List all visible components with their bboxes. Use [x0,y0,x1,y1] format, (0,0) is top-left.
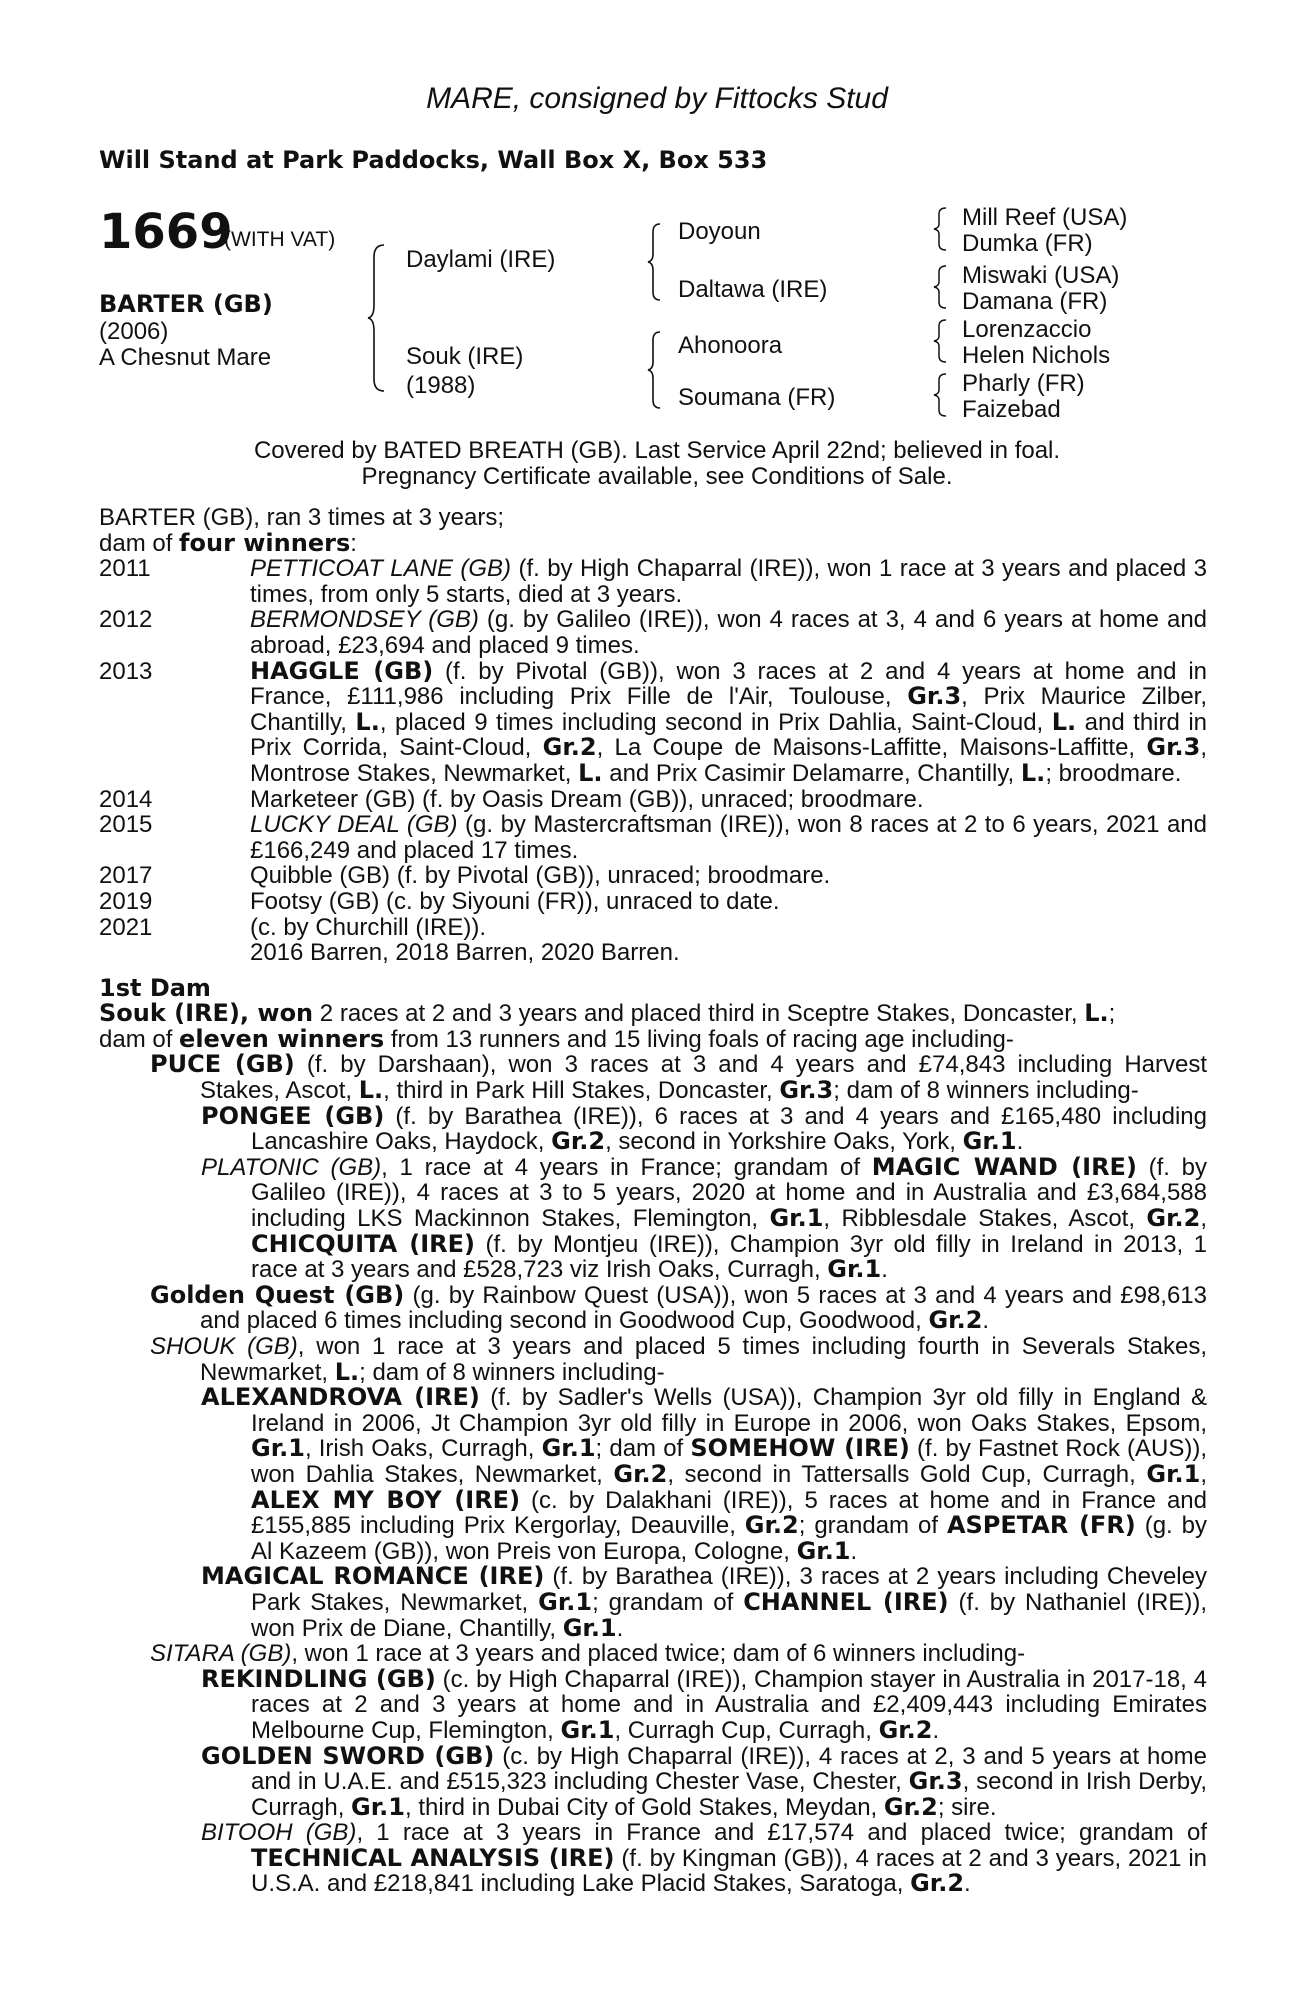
pedigree-brace-5 [932,264,948,310]
progeny-entry: BITOOH (GB), 1 race at 3 years in France and £17,574 and placed twice; grandam of TECHNICAL ANALYSIS (IRE) (f. by Kingman (GB)), 4 races at 2 and 3 years, 2021 in U.S.A. and £218,841 including Lake Placid Stakes, Saratoga, Gr.2. [201,1819,1207,1898]
produce-item: 2014 Marketeer (GB) (f. by Oasis Dream (GB)), unraced; broodmare. [99,785,924,813]
horse-description: A Chesnut Mare [99,344,272,371]
dam-foaling-year: (1988) [406,372,476,399]
pedigree-brace-3 [646,330,662,410]
progeny-entry: PONGEE (GB) (f. by Barathea (IRE)), 6 races at 3 and 4 years and £165,480 including Lancashire Oaks, Haydock, Gr.2, second in Yorkshire Oaks, York, Gr.1. [201,1101,1207,1156]
progeny-entry: SITARA (GB), won 1 race at 3 years and placed twice; dam of 6 winners including- [150,1640,1026,1668]
grandsire-3: Lorenzaccio [962,316,1092,343]
produce-item: 2017 Quibble (GB) (f. by Pivotal (GB)), unraced; broodmare. [99,862,831,890]
grandsire-2: Miswaki (USA) [962,262,1120,289]
barren-years: 2016 Barren, 2018 Barren, 2020 Barren. [250,939,680,967]
produce-record: BARTER (GB), ran 3 times at 3 years; dam of four winners: 2011 PETTICOAT LANE (GB) (f. by High Chaparral (IRE)), won 1 race at 3 years and placed 3 times, from only 5 starts, died at 3 years. 2012 BERMONDSEY (GB) (g. by Galileo (IRE)), won 4 races at 3, 4 and 6 years at home and abroad, £23,694 and placed 9 times. 2013 HAGGLE (GB) (f. by Pivotal (GB)), won 3 races at 2 and 4 years at home and in France, £111,986 including Prix Fille de l'Air, Toulouse, Gr.3, Prix Maurice Zilber, Chantilly, L., placed 9 times including second in Prix Dahlia, Saint-Cloud, L. and third in Prix Corrida, Saint-Cloud, Gr.2, La Coupe de Maisons-Laffitte, Maisons-Laffitte, Gr.3, Montrose Stakes, Newmarket, L. and Prix Casimir Delamarre, Chantilly, L.; broodmare. 2014 Marketeer (GB) (f. by Oasis Dream (GB)), unraced; broodmare. 2015 LUCKY DEAL (GB) (g. by Mastercraftsman (IRE)), won 8 races at 2 to 6 years, 2021 and £166,249 and placed 17 times. 2017 Quibble (GB) (f. by Pivotal (GB)), unraced; broodmare. 2019 Footsy (GB) (c. by Siyouni (FR)), unraced to date. 2021 (c. by Churchill (IRE)). 2016 Barren, 2018 Barren, 2020 Barren. 1st Dam Souk (IRE), won 2 races at 2 and 3 years and placed third in Sceptre Stakes, Doncaster, L.; dam of eleven winners from 13 runners and 15 living foals of racing age including- PUCE (GB) (f. by Darshaan), won 3 races at 3 and 4 years and £74,843 including Harvest Stakes, Ascot, L., third in Park Hill Stakes, Doncaster, Gr.3; dam of 8 winners including- PONGEE (GB) (f. by Barathea (IRE)), 6 races at 3 and 4 years and £165,480 including Lancashire Oaks, Haydock, Gr.2, second in Yorkshire Oaks, York, Gr.1. PLATONIC (GB), 1 race at 4 years in France; grandam of MAGIC WAND (IRE) (f. by Galileo (IRE)), 4 races at 3 to 5 years, 2020 at home and in Australia and £3,684,588 including LKS Mackinnon Stakes, Flemington, Gr.1, Ribblesdale Stakes, Ascot, Gr.2, CHICQUITA (IRE) (f. by Montjeu (IRE)), Champion 3yr old filly in Ireland in 2013, 1 race at 3 years and £528,723 viz Irish Oaks, Curragh, Gr.1. Golden Quest (GB) (g. by Rainbow Quest (USA)), won 5 races at 3 and 4 years and £98,613 and placed 6 times including second in Goodwood Cup, Goodwood, Gr.2. SHOUK (GB), won 1 race at 3 years and placed 5 times including fourth in Severals Stakes, Newmarket, L.; dam of 8 winners including- ALEXANDROVA (IRE) (f. by Sadler's Wells (USA)), Champion 3yr old filly in England & Ireland in 2006, Jt Champion 3yr old filly in Europe in 2006, won Oaks Stakes, Epsom, Gr.1, Irish Oaks, Curragh, Gr.1; dam of SOMEHOW (IRE) (f. by Fastnet Rock (AUS)), won Dahlia Stakes, Newmarket, Gr.2, second in Tattersalls Gold Cup, Curragh, Gr.1, ALEX MY BOY (IRE) (c. by Dalakhani (IRE)), 5 races at home and in France and £155,885 including Prix Kergorlay, Deauville, Gr.2; grandam of ASPETAR (FR) (g. by Al Kazeem (GB)), won Preis von Europa, Cologne, Gr.1. MAGICAL ROMANCE (IRE) (f. by Barathea (IRE)), 3 races at 2 years including Cheveley Park Stakes, Newmarket, Gr.1; grandam of CHANNEL (IRE) (f. by Nathaniel (IRE)), won Prix de Diane, Chantilly, Gr.1. SITARA (GB), won 1 race at 3 years and placed twice; dam of 6 winners including- REKINDLING (GB) (c. by High Chaparral (IRE)), Champion stayer in Australia in 2017-18, 4 races at 2 and 3 years at home and in Australia and £2,409,443 including Emirates Melbourne Cup, Flemington, Gr.1, Curragh Cup, Curragh, Gr.2. GOLDEN SWORD (GB) (c. by High Chaparral (IRE)), 4 races at 2, 3 and 5 years at home and in U.A.E. and £515,323 including Chester Vase, Chester, Gr.3, second in Irish Derby, Curragh, Gr.1, third in Dubai City of Gold Stakes, Meydan, Gr.2; sire. BITOOH (GB), 1 race at 3 years in France and £17,574 and placed twice; grandam of TECHNICAL ANALYSIS (IRE) (f. by Kingman (GB)), 4 races at 2 and 3 years, 2021 in U.S.A. and £218,841 including Lake Placid Stakes, Saratoga, Gr.2. [99,504,1208,1898]
granddam-4: Faizebad [962,396,1061,423]
progeny-entry: REKINDLING (GB) (c. by High Chaparral (IRE)), Champion stayer in Australia in 2017-18, 4 races at 2 and 3 years at home and in Australia and £2,409,443 including Emirates Melbourne Cup, Flemington, Gr.1, Curragh Cup, Curragh, Gr.2. [201,1664,1207,1744]
produce-item: 2015 LUCKY DEAL (GB) (g. by Mastercraftsman (IRE)), won 8 races at 2 to 6 years, 2021 and £166,249 and placed 17 times. [99,811,1207,864]
produce-item: 2013 HAGGLE (GB) (f. by Pivotal (GB)), won 3 races at 2 and 4 years at home and in France, £111,986 including Prix Fille de l'Air, Toulouse, Gr.3, Prix Maurice Zilber, Chantilly, L., placed 9 times including second in Prix Dahlia, Saint-Cloud, L. and third in Prix Corrida, Saint-Cloud, Gr.2, La Coupe de Maisons-Laffitte, Maisons-Laffitte, Gr.3, Montrose Stakes, Newmarket, L. and Prix Casimir Delamarre, Chantilly, L.; broodmare. [99,656,1208,787]
produce-item: 2012 BERMONDSEY (GB) (g. by Galileo (IRE)), won 4 races at 3, 4 and 6 years at home and abroad, £23,694 and placed 9 times. [99,606,1208,659]
lot-number: 1669 [99,204,233,260]
progeny-entry: PUCE (GB) (f. by Darshaan), won 3 races at 3 and 4 years and £74,843 including Harvest Stakes, Ascot, L., third in Park Hill Stakes, Doncaster, Gr.3; dam of 8 winners including- [150,1050,1208,1105]
vat-note: (WITH VAT) [224,228,336,251]
grandsire-4: Pharly (FR) [962,370,1085,397]
pedigree-brace-6 [932,318,948,364]
pedigree-brace-1 [366,243,386,393]
produce-item: 2011 PETTICOAT LANE (GB) (f. by High Chaparral (IRE)), won 1 race at 3 years and placed 3 times, from only 5 starts, died at 3 years. [99,555,1207,608]
progeny-entry: GOLDEN SWORD (GB) (c. by High Chaparral (IRE)), 4 races at 2, 3 and 5 years at home and in U.A.E. and £515,323 including Chester Vase, Chester, Gr.3, second in Irish Derby, Curragh, Gr.1, third in Dubai City of Gold Stakes, Meydan, Gr.2; sire. [201,1741,1208,1821]
consignor-title: MARE, consigned by Fittocks Stud [426,82,888,115]
pedigree-brace-7 [932,372,948,418]
dam-name: Souk (IRE) [406,343,524,370]
pedigree-brace-4 [932,206,948,252]
dam-of-summary: dam of eleven winners from 13 runners and 15 living foals of racing age including- [99,1024,1014,1053]
sire-name: Daylami (IRE) [406,246,556,273]
granddam-3: Helen Nichols [962,342,1111,369]
sire-sire: Doyoun [678,218,761,245]
grandsire-1: Mill Reef (USA) [962,204,1128,231]
dam-sire: Ahonoora [678,332,783,359]
progeny-entry: MAGICAL ROMANCE (IRE) (f. by Barathea (IRE)), 3 races at 2 years including Cheveley Park Stakes, Newmarket, Gr.1; grandam of CHANNEL (IRE) (f. by Nathaniel (IRE)), won Prix de Diane, Chantilly, Gr.1. [201,1562,1207,1642]
progeny-entry: SHOUK (GB), won 1 race at 3 years and placed 5 times including fourth in Severals Stakes, Newmarket, L.; dam of 8 winners including- [150,1333,1207,1386]
sire-dam: Daltawa (IRE) [678,276,828,303]
first-dam-heading: 1st Dam [99,973,211,1002]
dam-dam: Soumana (FR) [678,384,836,411]
covering-note: Covered by BATED BREATH (GB). Last Service April 22nd; believed in foal. Pregnancy Certificate available, see Conditions of Sale. [253,437,1061,490]
produce-item: 2021 (c. by Churchill (IRE)). [99,913,487,941]
pedigree-brace-2 [646,222,662,302]
produce-item: 2019 Footsy (GB) (c. by Siyouni (FR)), unraced to date. [99,887,780,915]
foaling-year: (2006) [99,318,169,345]
granddam-2: Damana (FR) [962,288,1108,315]
granddam-1: Dumka (FR) [962,230,1093,257]
progeny-entry: Golden Quest (GB) (g. by Rainbow Quest (USA)), won 5 races at 3 and 4 years and £98,613 and placed 6 times including second in Goodwood Cup, Goodwood, Gr.2. [150,1280,1207,1335]
horse-name: BARTER (GB) [99,290,273,318]
progeny-entry: PLATONIC (GB), 1 race at 4 years in France; grandam of MAGIC WAND (IRE) (f. by Galileo (IRE)), 4 races at 3 to 5 years, 2020 at home and in Australia and £3,684,588 including LKS Mackinnon Stakes, Flemington, Gr.1, Ribblesdale Stakes, Ascot, Gr.2, CHICQUITA (IRE) (f. by Montjeu (IRE)), Champion 3yr old filly in Ireland in 2013, 1 race at 3 years and £528,723 viz Irish Oaks, Curragh, Gr.1. [201,1152,1207,1284]
progeny-entry: ALEXANDROVA (IRE) (f. by Sadler's Wells (USA)), Champion 3yr old filly in England & Ireland in 2006, Jt Champion 3yr old filly in Europe in 2006, won Oaks Stakes, Epsom, Gr.1, Irish Oaks, Curragh, Gr.1; dam of SOMEHOW (IRE) (f. by Fastnet Rock (AUS)), won Dahlia Stakes, Newmarket, Gr.2, second in Tattersalls Gold Cup, Curragh, Gr.1, ALEX MY BOY (IRE) (c. by Dalakhani (IRE)), 5 races at home and in France and £155,885 including Prix Kergorlay, Deauville, Gr.2; grandam of ASPETAR (FR) (g. by Al Kazeem (GB)), won Preis von Europa, Cologne, Gr.1. [201,1383,1208,1565]
stabling-location: Will Stand at Park Paddocks, Wall Box X, Box 533 [99,146,768,174]
dam-record: Souk (IRE), won 2 races at 2 and 3 years and placed third in Sceptre Stakes, Doncaster, L.; [99,999,1116,1028]
